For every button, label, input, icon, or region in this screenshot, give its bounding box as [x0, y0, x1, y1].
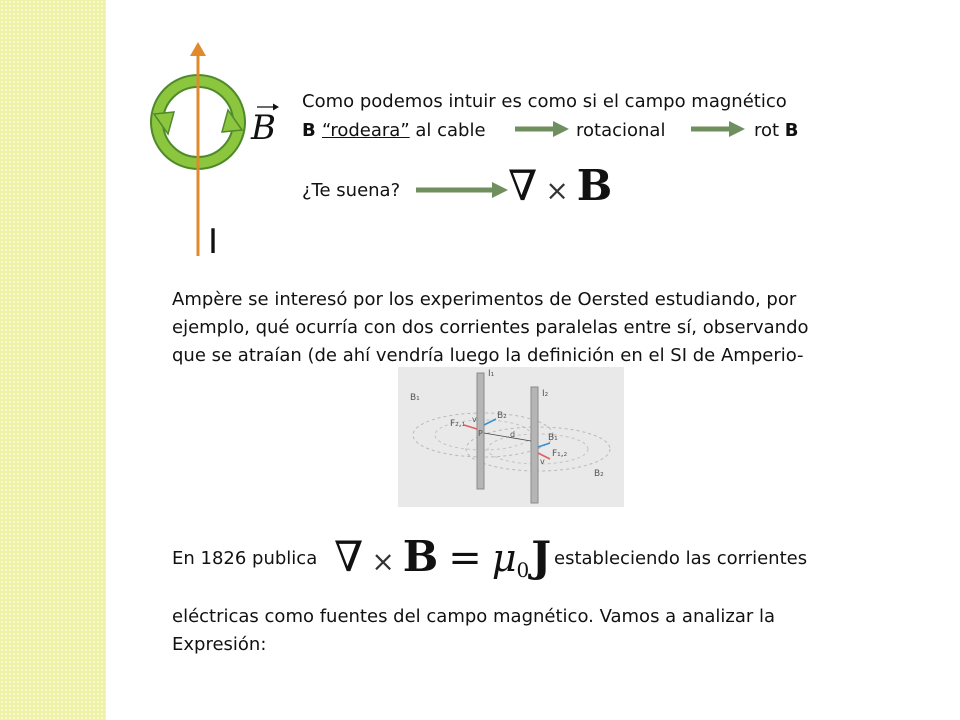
- publica-text: En 1826 publica: [172, 548, 318, 569]
- parallel-currents-figure: I₁ I₂ B₁ B₂ F₂,₁ v P d B₁ F₁,₂ v B₂: [398, 367, 624, 507]
- vector-b-symbol: B: [249, 102, 283, 152]
- final-paragraph: eléctricas como fuentes del campo magnético. Vamos a analizar la Expresión:: [172, 606, 776, 655]
- question-text: ¿Te suena?: [302, 180, 401, 201]
- intro-line: Como podemos intuir es como si el campo magnético: [302, 91, 787, 112]
- ampere-law-formula: ∇ × B = μ0J: [334, 532, 552, 582]
- b-bold-label: B: [302, 120, 316, 141]
- wire-field-diagram: [138, 38, 258, 260]
- rodeara-phrase: “rodeara” al cable: [322, 120, 486, 141]
- rot-b-label: rot B: [754, 120, 799, 141]
- arrow-to-curl-icon: [416, 180, 508, 200]
- decorative-side-band: [0, 0, 106, 720]
- current-label: I: [208, 222, 219, 262]
- ampere-paragraph: Ampère se interesó por los experimentos de Oersted estudiando, por ejemplo, qué ocurría con dos corrientes paralelas entre sí, observando que se atraían (de ahí vendría luego la definición en el SI de Amperio-: [172, 289, 809, 366]
- arrow-to-rot-icon: [691, 120, 745, 138]
- rotacional-label: rotacional: [576, 120, 666, 141]
- arrow-to-rotacional-icon: [515, 120, 569, 138]
- curl-b-formula: ∇ × B: [508, 161, 613, 210]
- estableciendo-text: estableciendo las corrientes: [554, 548, 808, 569]
- wire-arrow-icon: [190, 42, 206, 56]
